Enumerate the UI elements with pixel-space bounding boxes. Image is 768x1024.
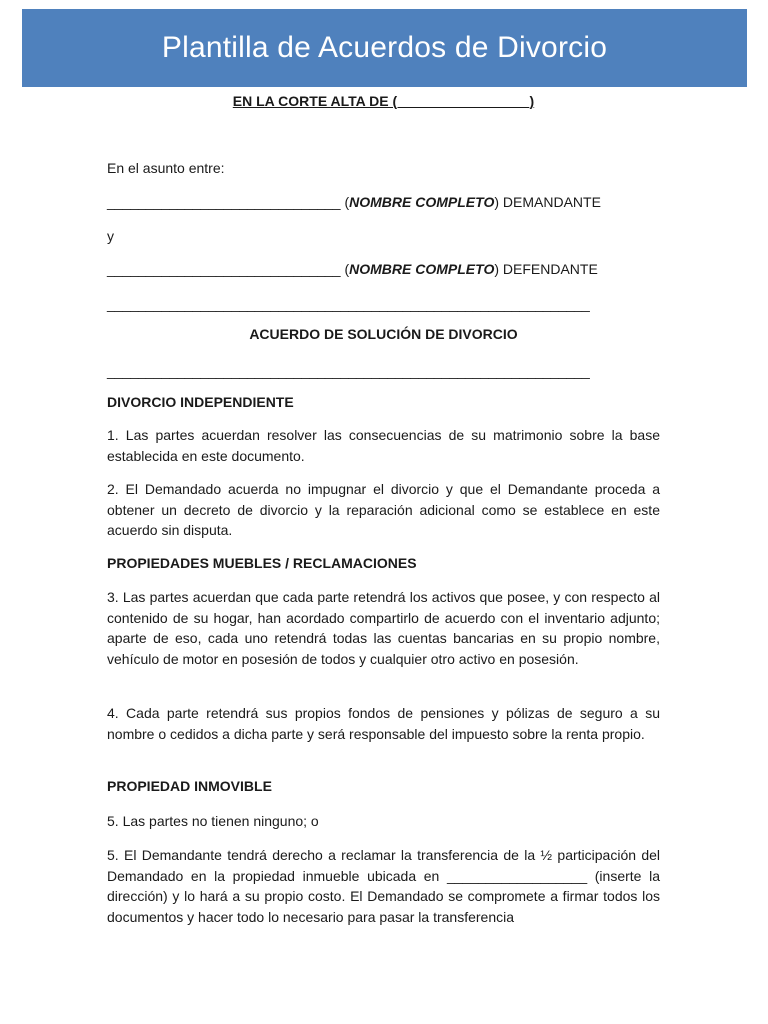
- separator-bottom: ______________________________________________________________: [107, 363, 590, 379]
- defendant-line: [107, 259, 660, 280]
- agreement-title: ACUERDO DE SOLUCIÓN DE DIVORCIO: [249, 326, 518, 342]
- defendant-name-label: NOMBRE COMPLETO: [349, 261, 495, 277]
- section-heading-movable: PROPIEDADES MUEBLES / RECLAMACIONES: [107, 555, 417, 571]
- clause-3: 3. Las partes acuerdan que cada parte retendrá los activos que posee, y con respecto al contenido de su hogar, han acordado compartirlo de acuerdo con el inventario adjunto; aparte de eso, cada uno retendrá todas las cuentas bancarias en su propio nombre, vehículo de motor en posesión de todos y cualquier otro activo en posesión.: [107, 589, 660, 667]
- section-heading-independent: DIVORCIO INDEPENDIENTE: [107, 394, 294, 410]
- clause-5b: 5. El Demandante tendrá derecho a reclamar la transferencia de la ½ participación del Demandado en la propiedad inmueble ubicada en __________________ (inserte la dirección) y lo hará a su propio costo. El Demandado se compromete a firmar todos los documentos y hacer todo lo necesario para pasar la transferencia: [107, 847, 660, 925]
- plaintiff-name-label: NOMBRE COMPLETO: [349, 194, 495, 210]
- title-banner: [22, 9, 747, 87]
- document-title: Plantilla de Acuerdos de Divorcio: [161, 31, 608, 64]
- plaintiff-line: [107, 192, 660, 213]
- separator-top: ______________________________________________________________: [107, 296, 590, 312]
- plaintiff-blank: ______________________________ (: [107, 194, 350, 210]
- plaintiff-role: ) DEMANDANTE: [494, 194, 601, 210]
- clause-5a: 5. Las partes no tienen ninguno; o: [107, 813, 319, 829]
- court-heading: EN LA CORTE ALTA DE (_________________): [232, 93, 535, 109]
- defendant-blank: ______________________________ (: [107, 261, 350, 277]
- parties-conjunction: y: [107, 228, 114, 244]
- clause-2: 2. El Demandado acuerda no impugnar el divorcio y que el Demandante proceda a obtener un decreto de divorcio y la reparación adicional como se establece en este acuerdo sin disputa.: [107, 481, 660, 538]
- defendant-role: ) DEFENDANTE: [494, 261, 598, 277]
- clause-4: 4. Cada parte retendrá sus propios fondos de pensiones y pólizas de seguro a su nombre o cedidos a dicha parte y será responsable del impuesto sobre la renta propio.: [107, 705, 660, 742]
- clause-1: 1. Las partes acuerdan resolver las consecuencias de su matrimonio sobre la base establecida en este documento.: [107, 427, 660, 464]
- section-heading-immovable: PROPIEDAD INMOVIBLE: [107, 778, 272, 794]
- parties-intro: En el asunto entre:: [107, 160, 225, 176]
